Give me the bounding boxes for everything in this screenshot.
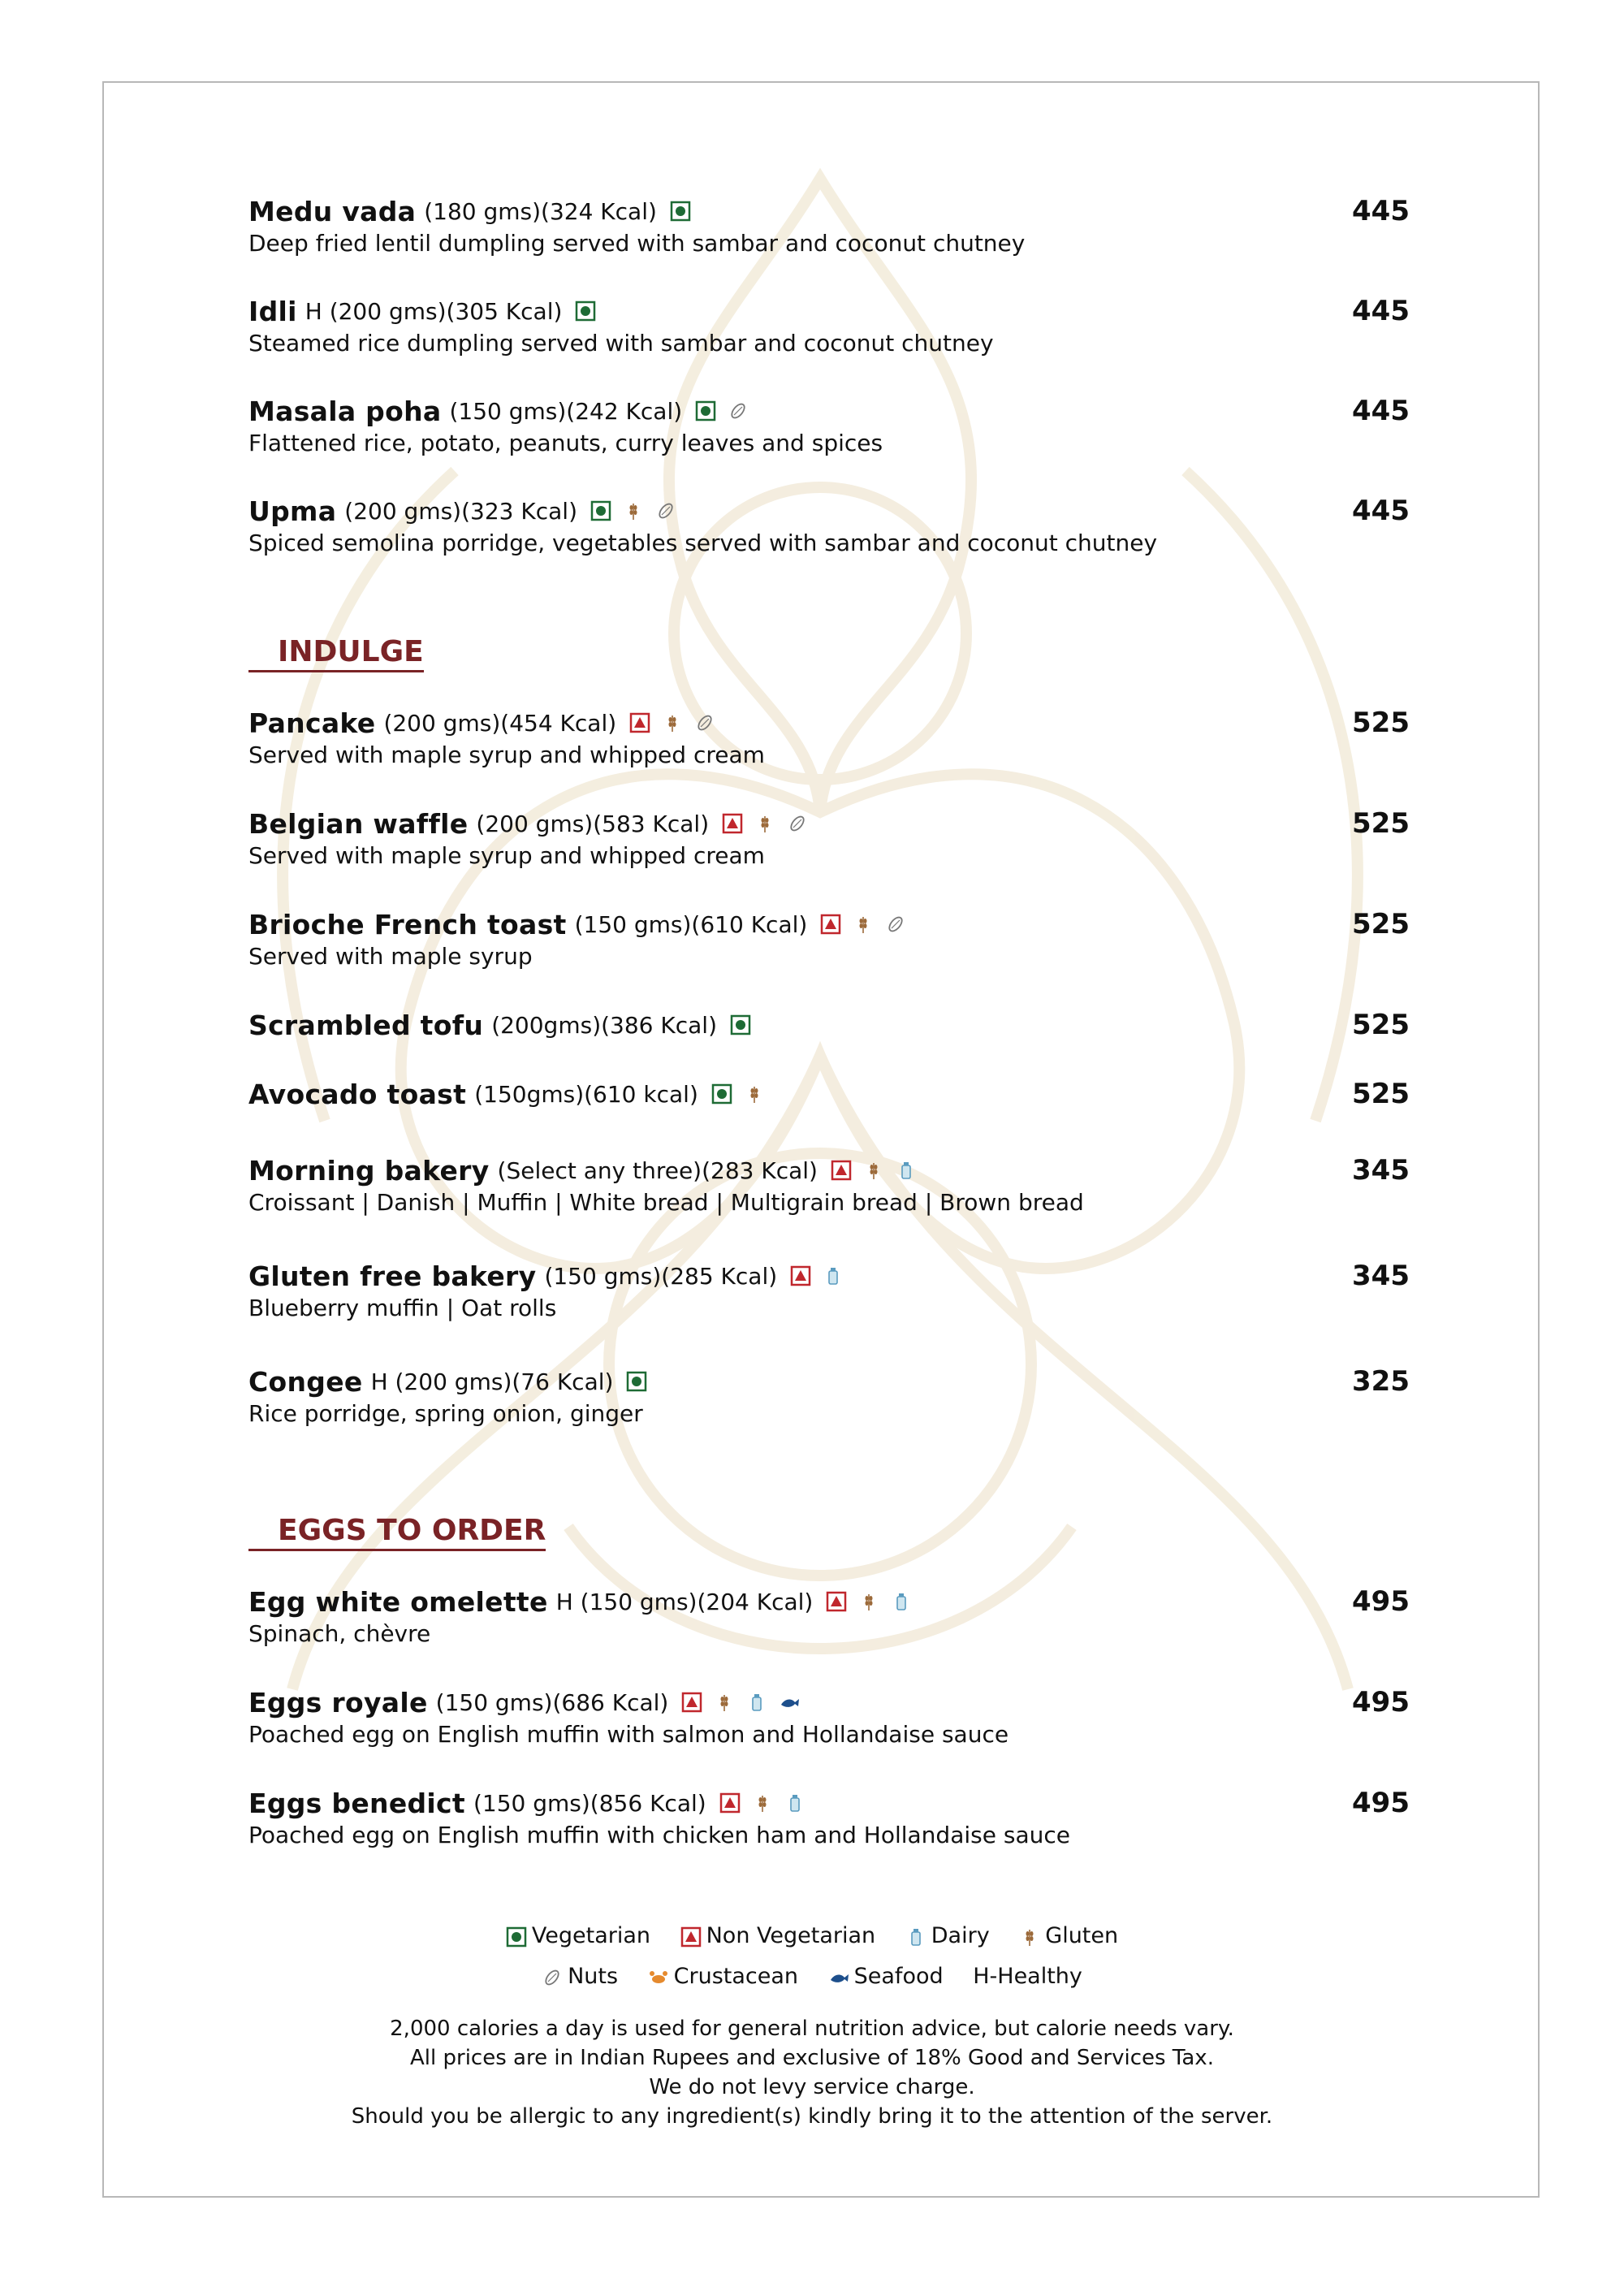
item-name: Congee [248,1365,363,1398]
item-price: 525 [1352,1009,1410,1041]
item-meta: (150gms)(610 kcal) [474,1080,698,1108]
note-allergy: Should you be allergic to any ingredient(s) kindly bring it to the attention of the server. [351,2104,1273,2129]
note-prices: All prices are in Indian Rupees and exclusive of 18% Good and Services Tax. [410,2046,1214,2070]
item-price: 495 [1352,1787,1410,1819]
dietary-icons [722,813,808,834]
item-name: Masala poha [248,395,442,427]
nonveg-icon [790,1265,811,1286]
item-name: Brioche French toast [248,908,567,940]
menu-item-egg-white-omelette [248,1585,1410,1686]
dairy-icon [891,1591,912,1612]
nonveg-icon [722,813,743,834]
nonveg-icon [831,1160,852,1181]
menu-item-medu-vada [248,195,1410,295]
item-price: 495 [1352,1686,1410,1718]
dietary-icons [681,1692,800,1713]
item-name: Avocado toast [248,1078,467,1110]
menu-item-masala-poha [248,395,1410,495]
gluten-icon [744,1083,765,1105]
legend-label: Seafood [853,1964,944,1989]
veg-icon [590,500,611,521]
menu-item-avocado-toast [248,1078,1410,1154]
gluten-icon [754,813,775,834]
dietary-icons [590,500,676,521]
item-name: Eggs benedict [248,1787,465,1819]
gluten-icon [752,1792,773,1814]
dietary-icons [670,201,691,222]
legend-label: H-Healthy [973,1964,1082,1989]
legend-item [973,1964,1082,1989]
item-meta: (150 gms)(610 Kcal) [574,910,808,938]
dairy-icon [746,1692,767,1713]
item-description: Served with maple syrup and whipped cream [248,842,765,869]
item-description: Blueberry muffin | Oat rolls [248,1295,557,1321]
menu-item-gluten-free-bakery [248,1260,1410,1365]
item-meta: (Select any three)(283 Kcal) [497,1156,818,1184]
nuts-icon [787,813,808,834]
legend-label: Nuts [568,1964,619,1989]
item-description: Steamed rice dumpling served with sambar and coconut chutney [248,330,994,357]
dairy-icon [905,1926,926,1948]
legend-label: Gluten [1045,1923,1119,1948]
item-price: 525 [1352,908,1410,940]
item-price: 495 [1352,1585,1410,1618]
nonveg-icon [681,1692,702,1713]
item-meta: (200gms)(386 Kcal) [491,1011,717,1039]
menu-item-congee [248,1365,1410,1466]
item-meta: H (200 gms)(76 Kcal) [370,1368,614,1395]
item-price: 445 [1352,395,1410,427]
dietary-icons [790,1265,844,1286]
item-meta: (150 gms)(686 Kcal) [435,1688,669,1716]
legend-item [905,1923,990,1948]
item-meta: (200 gms)(323 Kcal) [344,497,577,525]
item-meta: (200 gms)(583 Kcal) [476,810,710,837]
item-price: 445 [1352,495,1410,527]
item-name: Idli [248,295,297,327]
dairy-icon [823,1265,844,1286]
dietary-icons [629,712,715,733]
veg-icon [711,1083,732,1105]
legend-line-2 [0,1964,1624,1989]
legend-item [648,1964,798,1989]
item-name: Medu vada [248,195,417,227]
nuts-icon [885,914,906,935]
section-south-indian [248,195,1410,594]
nuts-icon [728,400,749,422]
menu-item-brioche-french-toast [248,908,1410,1009]
section-heading-indulge: INDULGE [248,635,424,672]
menu-item-morning-bakery [248,1154,1410,1260]
gluten-icon [1019,1926,1040,1948]
legend-label: Crustacean [673,1964,799,1989]
section-heading-eggs-to-order: EGGS TO ORDER [248,1514,546,1551]
footer-notes [0,2014,1624,2131]
item-name: Eggs royale [248,1686,428,1718]
crustacean-icon [648,1967,669,1988]
item-description: Served with maple syrup [248,943,533,970]
nuts-icon [655,500,676,521]
gluten-icon [662,712,683,733]
legend-item [828,1964,944,1989]
item-meta: (180 gms)(324 Kcal) [424,197,657,225]
seafood-icon [779,1692,800,1713]
dietary-icons [711,1083,765,1105]
item-description: Served with maple syrup and whipped cream [248,741,765,768]
item-meta: (150 gms)(242 Kcal) [449,397,683,425]
seafood-icon [828,1967,849,1988]
item-price: 445 [1352,195,1410,227]
veg-icon [626,1371,647,1392]
veg-icon [575,300,596,322]
item-description: Spiced semolina porridge, vegetables served with sambar and coconut chutney [248,530,1158,556]
menu-item-eggs-benedict [248,1787,1410,1887]
note-service-charge: We do not levy service charge. [649,2075,975,2099]
item-name: Gluten free bakery [248,1260,537,1292]
item-price: 525 [1352,1078,1410,1110]
dietary-icons [826,1591,912,1612]
item-meta: (150 gms)(285 Kcal) [544,1262,778,1290]
legend-label: Vegetarian [531,1923,651,1948]
gluten-icon [858,1591,879,1612]
dietary-icons [695,400,749,422]
gluten-icon [714,1692,735,1713]
item-name: Morning bakery [248,1154,490,1187]
item-meta: (150 gms)(856 Kcal) [473,1789,706,1817]
nonveg-icon [826,1591,847,1612]
legend-label: Dairy [931,1923,990,1948]
nonveg-icon [719,1792,741,1814]
gluten-icon [623,500,644,521]
item-description: Poached egg on English muffin with chicken ham and Hollandaise sauce [248,1822,1070,1848]
item-name: Upma [248,495,337,527]
item-meta: (200 gms)(454 Kcal) [383,709,617,737]
item-description: Rice porridge, spring onion, ginger [248,1400,643,1427]
dietary-icons [719,1792,806,1814]
nonveg-icon [680,1926,702,1948]
item-meta: H (200 gms)(305 Kcal) [304,297,563,325]
legend-line-1 [0,1923,1624,1948]
item-description: Deep fried lentil dumpling served with sambar and coconut chutney [248,230,1026,257]
dietary-icons [730,1014,751,1035]
menu-item-upma [248,495,1410,594]
veg-icon [506,1926,527,1948]
item-name: Scrambled tofu [248,1009,484,1041]
item-meta: H (150 gms)(204 Kcal) [555,1588,814,1615]
veg-icon [730,1014,751,1035]
menu-item-belgian-waffle [248,807,1410,908]
item-name: Egg white omelette [248,1585,548,1618]
veg-icon [695,400,716,422]
legend-label: Non Vegetarian [706,1923,876,1948]
item-name: Belgian waffle [248,807,469,840]
dairy-icon [784,1792,806,1814]
section-eggs-to-order [248,1585,1410,1887]
gluten-icon [863,1160,884,1181]
section-indulge [248,707,1410,1466]
item-description: Flattened rice, potato, peanuts, curry leaves and spices [248,430,883,456]
dietary-icons [575,300,596,322]
nonveg-icon [629,712,650,733]
menu-item-pancake [248,707,1410,807]
dietary-icons [820,914,906,935]
item-price: 345 [1352,1260,1410,1292]
item-description: Spinach, chèvre [248,1620,431,1647]
gluten-icon [853,914,874,935]
item-price: 325 [1352,1365,1410,1398]
item-name: Pancake [248,707,376,739]
menu-item-idli [248,295,1410,395]
dietary-icons [831,1160,917,1181]
legend-item [506,1923,650,1948]
nuts-icon [694,712,715,733]
veg-icon [670,201,691,222]
item-price: 445 [1352,295,1410,327]
item-description: Croissant | Danish | Muffin | White bread | Multigrain bread | Brown bread [248,1189,1084,1216]
nonveg-icon [820,914,841,935]
legend-item [680,1923,876,1948]
menu-item-eggs-royale [248,1686,1410,1787]
item-price: 345 [1352,1154,1410,1187]
legend-item [1019,1923,1118,1948]
dietary-icons [626,1371,647,1392]
dairy-icon [896,1160,917,1181]
item-description: Poached egg on English muffin with salmon and Hollandaise sauce [248,1721,1009,1748]
note-calories: 2,000 calories a day is used for general nutrition advice, but calorie needs vary. [390,2017,1234,2041]
item-price: 525 [1352,707,1410,739]
legend-item [542,1964,618,1989]
nuts-icon [542,1967,563,1988]
item-price: 525 [1352,807,1410,840]
menu-item-scrambled-tofu [248,1009,1410,1078]
